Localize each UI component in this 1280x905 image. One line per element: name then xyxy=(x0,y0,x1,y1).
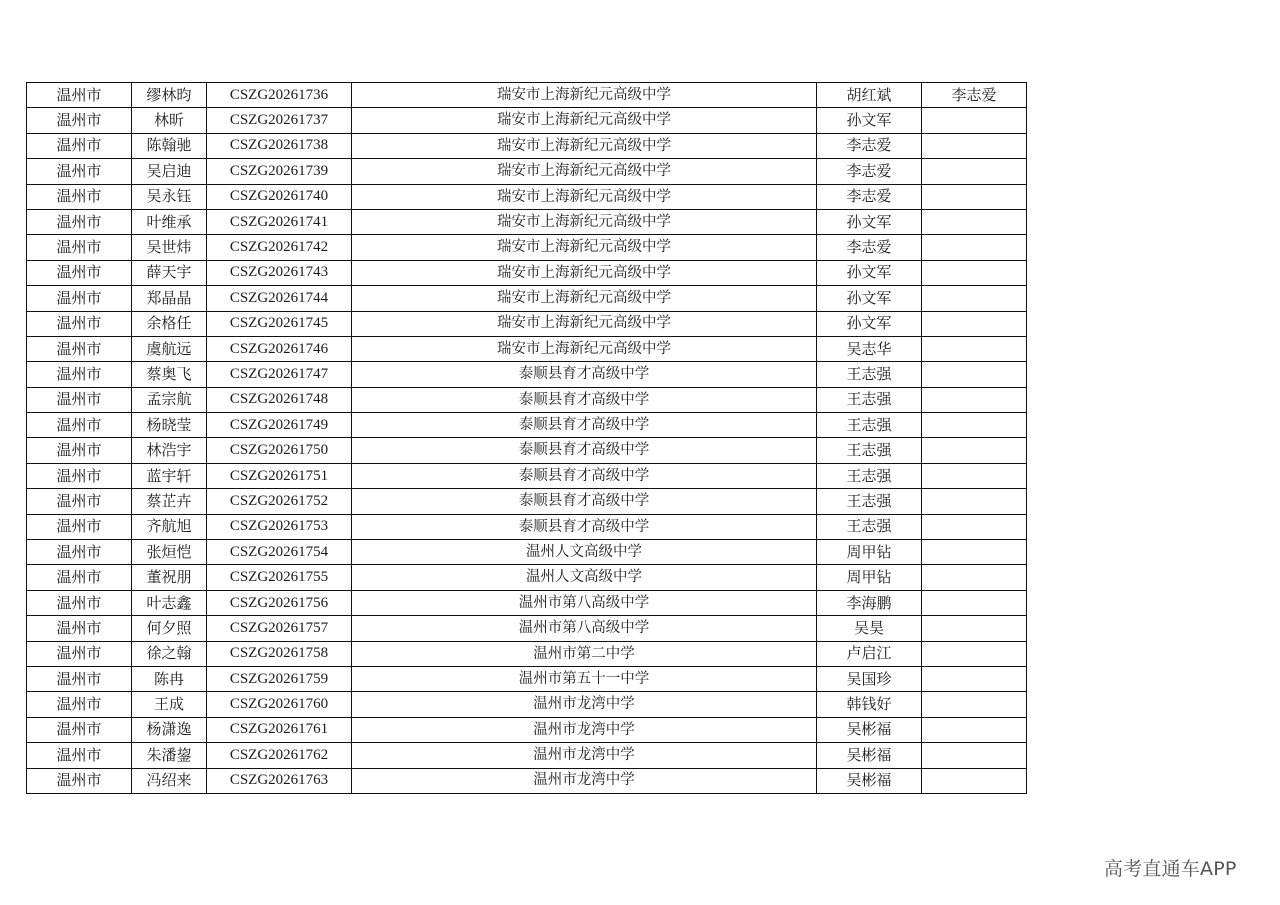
cell-teacher: 王志强 xyxy=(817,413,922,438)
cell-city: 温州市 xyxy=(27,260,132,285)
cell-cert-id: CSZG20261762 xyxy=(207,743,352,768)
cell-cert-id: CSZG20261738 xyxy=(207,133,352,158)
cell-cert-id: CSZG20261745 xyxy=(207,311,352,336)
cell-extra xyxy=(922,743,1027,768)
cell-teacher: 韩钱好 xyxy=(817,692,922,717)
cell-extra xyxy=(922,540,1027,565)
cell-city: 温州市 xyxy=(27,108,132,133)
cell-city: 温州市 xyxy=(27,336,132,361)
cell-school: 温州市第八高级中学 xyxy=(352,616,817,641)
cell-student-name: 薛天宇 xyxy=(132,260,207,285)
cell-student-name: 缪林昀 xyxy=(132,83,207,108)
table-row xyxy=(27,489,1027,514)
table-row xyxy=(27,184,1027,209)
cell-student-name: 蔡芷卉 xyxy=(132,489,207,514)
cell-cert-id: CSZG20261746 xyxy=(207,336,352,361)
cell-city: 温州市 xyxy=(27,489,132,514)
table-row xyxy=(27,413,1027,438)
cell-extra xyxy=(922,514,1027,539)
cell-teacher: 吴彬福 xyxy=(817,768,922,793)
cell-teacher: 孙文军 xyxy=(817,260,922,285)
cell-cert-id: CSZG20261743 xyxy=(207,260,352,285)
cell-cert-id: CSZG20261758 xyxy=(207,641,352,666)
cell-school: 泰顺县育才高级中学 xyxy=(352,413,817,438)
cell-student-name: 杨晓莹 xyxy=(132,413,207,438)
cell-teacher: 李志爱 xyxy=(817,235,922,260)
cell-city: 温州市 xyxy=(27,768,132,793)
cell-cert-id: CSZG20261737 xyxy=(207,108,352,133)
cell-city: 温州市 xyxy=(27,387,132,412)
cell-school: 瑞安市上海新纪元高级中学 xyxy=(352,159,817,184)
cell-school: 温州市第五十一中学 xyxy=(352,666,817,691)
cell-city: 温州市 xyxy=(27,641,132,666)
cell-teacher: 李志爱 xyxy=(817,159,922,184)
cell-extra xyxy=(922,260,1027,285)
cell-city: 温州市 xyxy=(27,743,132,768)
cell-city: 温州市 xyxy=(27,311,132,336)
cell-student-name: 齐航旭 xyxy=(132,514,207,539)
table-row xyxy=(27,616,1027,641)
table-row xyxy=(27,438,1027,463)
cell-teacher: 孙文军 xyxy=(817,108,922,133)
cell-school: 瑞安市上海新纪元高级中学 xyxy=(352,209,817,234)
cell-student-name: 郑晶晶 xyxy=(132,286,207,311)
cell-city: 温州市 xyxy=(27,717,132,742)
cell-school: 瑞安市上海新纪元高级中学 xyxy=(352,108,817,133)
cell-teacher: 吴昊 xyxy=(817,616,922,641)
cell-student-name: 王成 xyxy=(132,692,207,717)
cell-extra xyxy=(922,387,1027,412)
cell-city: 温州市 xyxy=(27,362,132,387)
cell-extra xyxy=(922,286,1027,311)
cell-school: 瑞安市上海新纪元高级中学 xyxy=(352,83,817,108)
cell-student-name: 徐之翰 xyxy=(132,641,207,666)
cell-city: 温州市 xyxy=(27,235,132,260)
table-row xyxy=(27,286,1027,311)
cell-city: 温州市 xyxy=(27,514,132,539)
cell-school: 瑞安市上海新纪元高级中学 xyxy=(352,260,817,285)
cell-teacher: 李海鹏 xyxy=(817,590,922,615)
cell-school: 瑞安市上海新纪元高级中学 xyxy=(352,336,817,361)
cell-teacher: 王志强 xyxy=(817,463,922,488)
cell-extra xyxy=(922,641,1027,666)
cell-teacher: 王志强 xyxy=(817,438,922,463)
cell-extra xyxy=(922,438,1027,463)
cell-extra xyxy=(922,311,1027,336)
cell-student-name: 吴永钰 xyxy=(132,184,207,209)
cell-city: 温州市 xyxy=(27,209,132,234)
cell-cert-id: CSZG20261750 xyxy=(207,438,352,463)
cell-school: 温州市龙湾中学 xyxy=(352,768,817,793)
cell-teacher: 吴彬福 xyxy=(817,743,922,768)
cell-extra xyxy=(922,108,1027,133)
cell-city: 温州市 xyxy=(27,83,132,108)
cell-cert-id: CSZG20261759 xyxy=(207,666,352,691)
cell-school: 泰顺县育才高级中学 xyxy=(352,514,817,539)
cell-extra xyxy=(922,768,1027,793)
cell-city: 温州市 xyxy=(27,590,132,615)
table-row xyxy=(27,159,1027,184)
cell-cert-id: CSZG20261740 xyxy=(207,184,352,209)
cell-extra xyxy=(922,489,1027,514)
cell-city: 温州市 xyxy=(27,159,132,184)
cell-teacher: 吴彬福 xyxy=(817,717,922,742)
cell-extra xyxy=(922,463,1027,488)
cell-teacher: 王志强 xyxy=(817,362,922,387)
table-row xyxy=(27,336,1027,361)
cell-student-name: 董祝朋 xyxy=(132,565,207,590)
cell-extra xyxy=(922,184,1027,209)
cell-student-name: 虞航远 xyxy=(132,336,207,361)
table-row xyxy=(27,108,1027,133)
cell-extra: 李志爱 xyxy=(922,83,1027,108)
cell-cert-id: CSZG20261749 xyxy=(207,413,352,438)
table-row xyxy=(27,260,1027,285)
cell-extra xyxy=(922,235,1027,260)
watermark-text: 高考直通车APP xyxy=(1104,858,1237,880)
cell-cert-id: CSZG20261742 xyxy=(207,235,352,260)
cell-city: 温州市 xyxy=(27,286,132,311)
cell-teacher: 李志爱 xyxy=(817,184,922,209)
cell-student-name: 蓝宇轩 xyxy=(132,463,207,488)
cell-student-name: 陈翰驰 xyxy=(132,133,207,158)
cell-student-name: 冯绍来 xyxy=(132,768,207,793)
cell-school: 泰顺县育才高级中学 xyxy=(352,387,817,412)
cell-student-name: 朱潘鋆 xyxy=(132,743,207,768)
table-row xyxy=(27,133,1027,158)
cell-teacher: 李志爱 xyxy=(817,133,922,158)
cell-school: 瑞安市上海新纪元高级中学 xyxy=(352,286,817,311)
cell-teacher: 孙文军 xyxy=(817,209,922,234)
cell-cert-id: CSZG20261748 xyxy=(207,387,352,412)
cell-school: 温州市龙湾中学 xyxy=(352,743,817,768)
cell-school: 泰顺县育才高级中学 xyxy=(352,438,817,463)
table-row xyxy=(27,83,1027,108)
table-row xyxy=(27,717,1027,742)
cell-school: 泰顺县育才高级中学 xyxy=(352,489,817,514)
cell-cert-id: CSZG20261747 xyxy=(207,362,352,387)
table-row xyxy=(27,540,1027,565)
cell-extra xyxy=(922,362,1027,387)
table-row xyxy=(27,387,1027,412)
cell-school: 瑞安市上海新纪元高级中学 xyxy=(352,311,817,336)
cell-city: 温州市 xyxy=(27,438,132,463)
cell-school: 瑞安市上海新纪元高级中学 xyxy=(352,133,817,158)
cell-cert-id: CSZG20261739 xyxy=(207,159,352,184)
cell-teacher: 孙文军 xyxy=(817,311,922,336)
cell-student-name: 孟宗航 xyxy=(132,387,207,412)
cell-extra xyxy=(922,209,1027,234)
cell-cert-id: CSZG20261753 xyxy=(207,514,352,539)
cell-school: 温州市第八高级中学 xyxy=(352,590,817,615)
cell-teacher: 周甲钻 xyxy=(817,565,922,590)
cell-cert-id: CSZG20261760 xyxy=(207,692,352,717)
table-row xyxy=(27,463,1027,488)
cell-city: 温州市 xyxy=(27,616,132,641)
cell-cert-id: CSZG20261736 xyxy=(207,83,352,108)
cell-school: 瑞安市上海新纪元高级中学 xyxy=(352,235,817,260)
cell-teacher: 吴国珍 xyxy=(817,666,922,691)
cell-city: 温州市 xyxy=(27,413,132,438)
cell-extra xyxy=(922,159,1027,184)
cell-school: 温州市龙湾中学 xyxy=(352,717,817,742)
cell-city: 温州市 xyxy=(27,463,132,488)
cell-teacher: 胡红斌 xyxy=(817,83,922,108)
table-row xyxy=(27,514,1027,539)
cell-teacher: 王志强 xyxy=(817,489,922,514)
cell-teacher: 吴志华 xyxy=(817,336,922,361)
cell-city: 温州市 xyxy=(27,666,132,691)
cell-student-name: 余格任 xyxy=(132,311,207,336)
cell-student-name: 吴世炜 xyxy=(132,235,207,260)
table-row xyxy=(27,692,1027,717)
table-row xyxy=(27,590,1027,615)
table-row xyxy=(27,235,1027,260)
cell-teacher: 王志强 xyxy=(817,514,922,539)
cell-student-name: 蔡奥飞 xyxy=(132,362,207,387)
table-row xyxy=(27,209,1027,234)
roster-body xyxy=(27,83,1027,794)
cell-extra xyxy=(922,616,1027,641)
table-row xyxy=(27,362,1027,387)
cell-cert-id: CSZG20261752 xyxy=(207,489,352,514)
cell-student-name: 何夕照 xyxy=(132,616,207,641)
cell-student-name: 吴启迪 xyxy=(132,159,207,184)
cell-teacher: 王志强 xyxy=(817,387,922,412)
table-row xyxy=(27,641,1027,666)
cell-student-name: 杨潇逸 xyxy=(132,717,207,742)
cell-city: 温州市 xyxy=(27,133,132,158)
cell-extra xyxy=(922,336,1027,361)
cell-cert-id: CSZG20261751 xyxy=(207,463,352,488)
cell-city: 温州市 xyxy=(27,565,132,590)
cell-cert-id: CSZG20261763 xyxy=(207,768,352,793)
cell-student-name: 林浩宇 xyxy=(132,438,207,463)
cell-student-name: 林昕 xyxy=(132,108,207,133)
cell-city: 温州市 xyxy=(27,540,132,565)
cell-cert-id: CSZG20261754 xyxy=(207,540,352,565)
cell-extra xyxy=(922,565,1027,590)
cell-student-name: 陈冉 xyxy=(132,666,207,691)
cell-extra xyxy=(922,717,1027,742)
cell-cert-id: CSZG20261757 xyxy=(207,616,352,641)
cell-cert-id: CSZG20261741 xyxy=(207,209,352,234)
cell-cert-id: CSZG20261755 xyxy=(207,565,352,590)
cell-school: 泰顺县育才高级中学 xyxy=(352,463,817,488)
cell-student-name: 张烜恺 xyxy=(132,540,207,565)
cell-student-name: 叶志鑫 xyxy=(132,590,207,615)
table-row xyxy=(27,743,1027,768)
cell-student-name: 叶维承 xyxy=(132,209,207,234)
cell-school: 温州人文高级中学 xyxy=(352,540,817,565)
roster-table xyxy=(26,82,1027,794)
cell-extra xyxy=(922,413,1027,438)
cell-school: 温州市第二中学 xyxy=(352,641,817,666)
cell-city: 温州市 xyxy=(27,184,132,209)
table-row xyxy=(27,768,1027,793)
table-row xyxy=(27,666,1027,691)
cell-school: 瑞安市上海新纪元高级中学 xyxy=(352,184,817,209)
cell-extra xyxy=(922,133,1027,158)
cell-school: 温州人文高级中学 xyxy=(352,565,817,590)
cell-cert-id: CSZG20261756 xyxy=(207,590,352,615)
cell-teacher: 孙文军 xyxy=(817,286,922,311)
cell-extra xyxy=(922,692,1027,717)
cell-cert-id: CSZG20261761 xyxy=(207,717,352,742)
table-row xyxy=(27,311,1027,336)
cell-extra xyxy=(922,666,1027,691)
table-row xyxy=(27,565,1027,590)
cell-extra xyxy=(922,590,1027,615)
cell-school: 温州市龙湾中学 xyxy=(352,692,817,717)
cell-cert-id: CSZG20261744 xyxy=(207,286,352,311)
cell-city: 温州市 xyxy=(27,692,132,717)
cell-teacher: 周甲钻 xyxy=(817,540,922,565)
cell-teacher: 卢启江 xyxy=(817,641,922,666)
cell-school: 泰顺县育才高级中学 xyxy=(352,362,817,387)
